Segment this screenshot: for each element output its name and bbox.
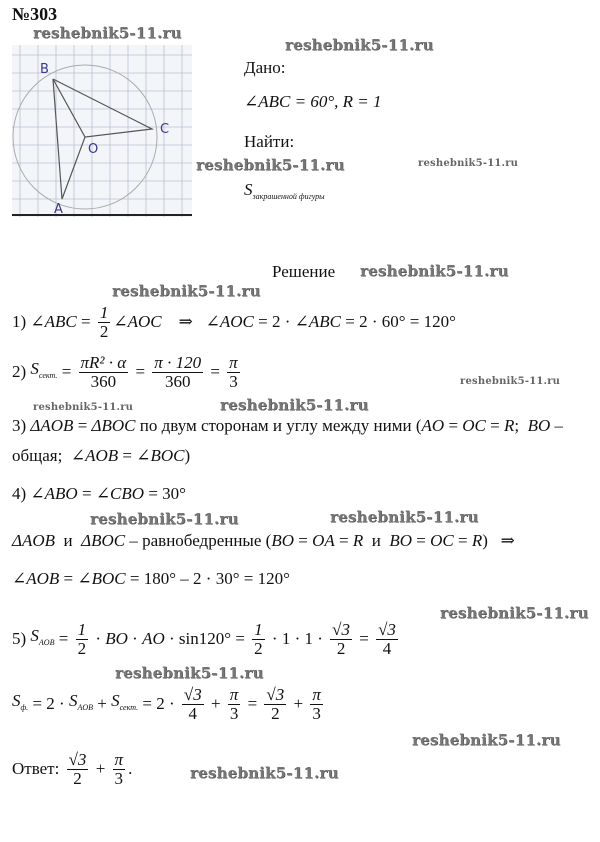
math-text: 4) (12, 484, 31, 503)
math-text: = (243, 694, 262, 714)
watermark: reshebnik5-11.ru (220, 396, 369, 414)
fraction (330, 621, 352, 658)
label-a: A (54, 202, 63, 217)
math-text: ∠AOC (113, 312, 162, 332)
watermark: reshebnik5-11.ru (112, 282, 261, 300)
find-subscript: закрашенной фигуры (252, 192, 325, 201)
math-text: общая; (12, 446, 71, 465)
math-text: + (91, 759, 110, 779)
symbol: S (68, 690, 78, 710)
fraction (79, 354, 129, 391)
math-text: и (363, 531, 390, 550)
denominator: 2 (336, 638, 346, 658)
numerator: π (312, 685, 321, 704)
watermark: reshebnik5-11.ru (115, 664, 264, 682)
math-text: ∠AOB (12, 569, 60, 588)
watermark: reshebnik5-11.ru (330, 508, 479, 526)
watermark: reshebnik5-11.ru (33, 402, 134, 413)
math-text: ΔAOB (30, 416, 74, 435)
math-text: OA (312, 531, 335, 550)
denominator: 3 (312, 703, 321, 723)
solution-heading: Решение (272, 262, 336, 281)
denominator: 4 (382, 638, 392, 658)
math-text: = (444, 416, 463, 435)
circle-triangle-figure (12, 45, 192, 217)
subscripted-symbol (111, 691, 138, 718)
math-text: = 2 · (253, 312, 295, 332)
math-text: R (352, 531, 364, 550)
math-text: = (293, 531, 313, 550)
symbol: S (30, 358, 39, 378)
math-text: ) (184, 446, 191, 465)
math-text: ; (514, 416, 528, 435)
subscript: AOB (38, 637, 55, 647)
geometry-diagram (12, 45, 192, 217)
subscript: ф. (20, 702, 29, 712)
math-text: R (471, 531, 483, 550)
math-text: = (354, 629, 374, 649)
watermark: reshebnik5-11.ru (33, 24, 182, 42)
math-text: = (485, 416, 504, 435)
math-text: = (76, 312, 95, 332)
watermark: reshebnik5-11.ru (412, 731, 561, 749)
math-text: 5) (12, 629, 31, 649)
solution-line (12, 751, 132, 788)
symbol: S (12, 690, 21, 710)
subscript: сект. (119, 702, 139, 712)
subscript: AOB (77, 702, 93, 712)
solution-line (12, 304, 456, 341)
math-text: ∠ABC (30, 312, 77, 332)
fraction (376, 621, 398, 658)
math-text: = (54, 629, 73, 649)
math-text: · (91, 629, 106, 649)
math-text: ∠ABO (30, 484, 78, 503)
math-text: ∠ABC (294, 312, 341, 332)
math-text: R (504, 416, 515, 435)
subscripted-symbol (30, 359, 57, 386)
numerator: π (229, 685, 239, 704)
subscripted-symbol (30, 626, 54, 653)
numerator: π (229, 353, 238, 372)
math-text: . (128, 759, 133, 779)
math-text: AO (421, 416, 445, 435)
math-text: ∠BOC (136, 446, 185, 465)
problem-number: №303 (12, 4, 58, 24)
math-text: 1) (12, 312, 31, 332)
fraction (252, 621, 265, 658)
fraction (182, 686, 204, 723)
math-text: BO (527, 416, 551, 435)
denominator: 360 (164, 371, 191, 391)
math-text: + (206, 694, 225, 714)
given-condition: ∠ABC = 60°, R = 1 (244, 92, 382, 111)
math-text: BO (105, 629, 128, 649)
math-text: BO (271, 531, 294, 550)
math-text: + (289, 694, 308, 714)
math-text: = 2 · 60° = 120° (340, 312, 456, 332)
math-text: 3) (12, 416, 31, 435)
math-text: 2) (12, 362, 31, 382)
numerator: √3 (266, 685, 285, 704)
solution-line (12, 621, 401, 658)
math-text: = (206, 362, 225, 382)
math-text: · sin120° = (164, 629, 250, 649)
math-text: = 30° (144, 484, 186, 503)
denominator: 2 (73, 768, 82, 788)
math-text: = (453, 531, 472, 550)
denominator: 360 (90, 371, 117, 391)
math-text: = (59, 569, 78, 588)
watermark: reshebnik5-11.ru (190, 764, 339, 782)
math-text: = (412, 531, 431, 550)
solution-line (12, 686, 326, 723)
watermark: reshebnik5-11.ru (196, 156, 345, 174)
math-text: ∠BOC (77, 569, 126, 588)
math-text: · 1 · 1 · (267, 629, 328, 649)
numerator: √3 (183, 685, 202, 704)
find-heading: Найти: (244, 132, 295, 151)
numerator: 1 (254, 620, 263, 639)
symbol: S (111, 690, 120, 710)
fraction (264, 686, 286, 723)
fraction (113, 751, 126, 788)
math-text: ∠AOC (205, 312, 254, 332)
math-text: ) ⇒ (482, 531, 515, 550)
numerator: √3 (68, 750, 87, 769)
fraction (67, 751, 89, 788)
numerator: 1 (77, 620, 87, 639)
fraction (152, 354, 203, 391)
math-text: ΔBOC (91, 416, 136, 435)
label-o: O (88, 142, 99, 157)
math-text: ∠AOB (70, 446, 119, 465)
find-s: S (244, 180, 253, 199)
numerator: √3 (332, 620, 350, 639)
denominator: 2 (254, 638, 263, 658)
math-text: ∠CBO (95, 484, 145, 503)
math-text: по двум сторонам и углу между ними ( (135, 416, 422, 435)
numerator: √3 (378, 620, 396, 639)
math-text: OC (462, 416, 486, 435)
solution-line (12, 446, 190, 466)
math-text: = (131, 362, 150, 382)
subscripted-symbol (69, 691, 93, 718)
numerator: 1 (99, 303, 109, 322)
solution-line (12, 569, 290, 589)
math-text: = 2 · (28, 694, 69, 714)
math-text: и (55, 531, 82, 550)
denominator: 3 (114, 768, 124, 788)
math-text: AO (142, 629, 165, 649)
label-c: C (160, 122, 170, 137)
math-text: = (334, 531, 353, 550)
math-text: ΔAOB (12, 531, 56, 550)
denominator: 3 (229, 371, 238, 391)
math-text: Ответ: (12, 759, 64, 779)
solution-line (12, 531, 515, 551)
subscript: сект. (38, 370, 58, 380)
denominator: 4 (188, 703, 198, 723)
math-text: ⇒ (161, 312, 206, 332)
solution-line (12, 416, 563, 436)
watermark: reshebnik5-11.ru (360, 262, 509, 280)
fraction (76, 621, 89, 658)
denominator: 2 (271, 703, 280, 723)
watermark: reshebnik5-11.ru (418, 158, 519, 169)
numerator: π (114, 750, 124, 769)
denominator: 2 (99, 321, 109, 341)
math-text: = (73, 416, 92, 435)
watermark: reshebnik5-11.ru (285, 36, 434, 54)
numerator: π · 120 (154, 353, 202, 372)
given-heading: Дано: (244, 58, 286, 77)
solution-line (12, 484, 186, 504)
denominator: 3 (229, 703, 239, 723)
fraction (228, 686, 241, 723)
math-text: = (57, 362, 76, 382)
solution-line (12, 354, 243, 391)
watermark: reshebnik5-11.ru (460, 376, 561, 387)
math-text: – (550, 416, 564, 435)
math-text: = (77, 484, 96, 503)
math-text: · (127, 629, 143, 649)
fraction (227, 354, 240, 391)
symbol: S (30, 625, 39, 645)
label-b: B (40, 62, 49, 77)
math-text: BO (389, 531, 413, 550)
fraction (310, 686, 323, 723)
numerator: πR² · α (80, 353, 127, 372)
find-target (244, 180, 325, 207)
fraction (98, 304, 111, 341)
math-text: = 180° – 2 · 30° = 120° (125, 569, 290, 588)
math-text: = 2 · (138, 694, 179, 714)
math-text: + (93, 694, 112, 714)
math-text: – равнобедренные ( (125, 531, 272, 550)
math-text: ΔBOC (81, 531, 126, 550)
subscripted-symbol (12, 691, 28, 718)
math-text: OC (430, 531, 454, 550)
denominator: 2 (77, 638, 87, 658)
watermark: reshebnik5-11.ru (90, 510, 239, 528)
math-text: = (118, 446, 137, 465)
watermark: reshebnik5-11.ru (440, 604, 589, 622)
